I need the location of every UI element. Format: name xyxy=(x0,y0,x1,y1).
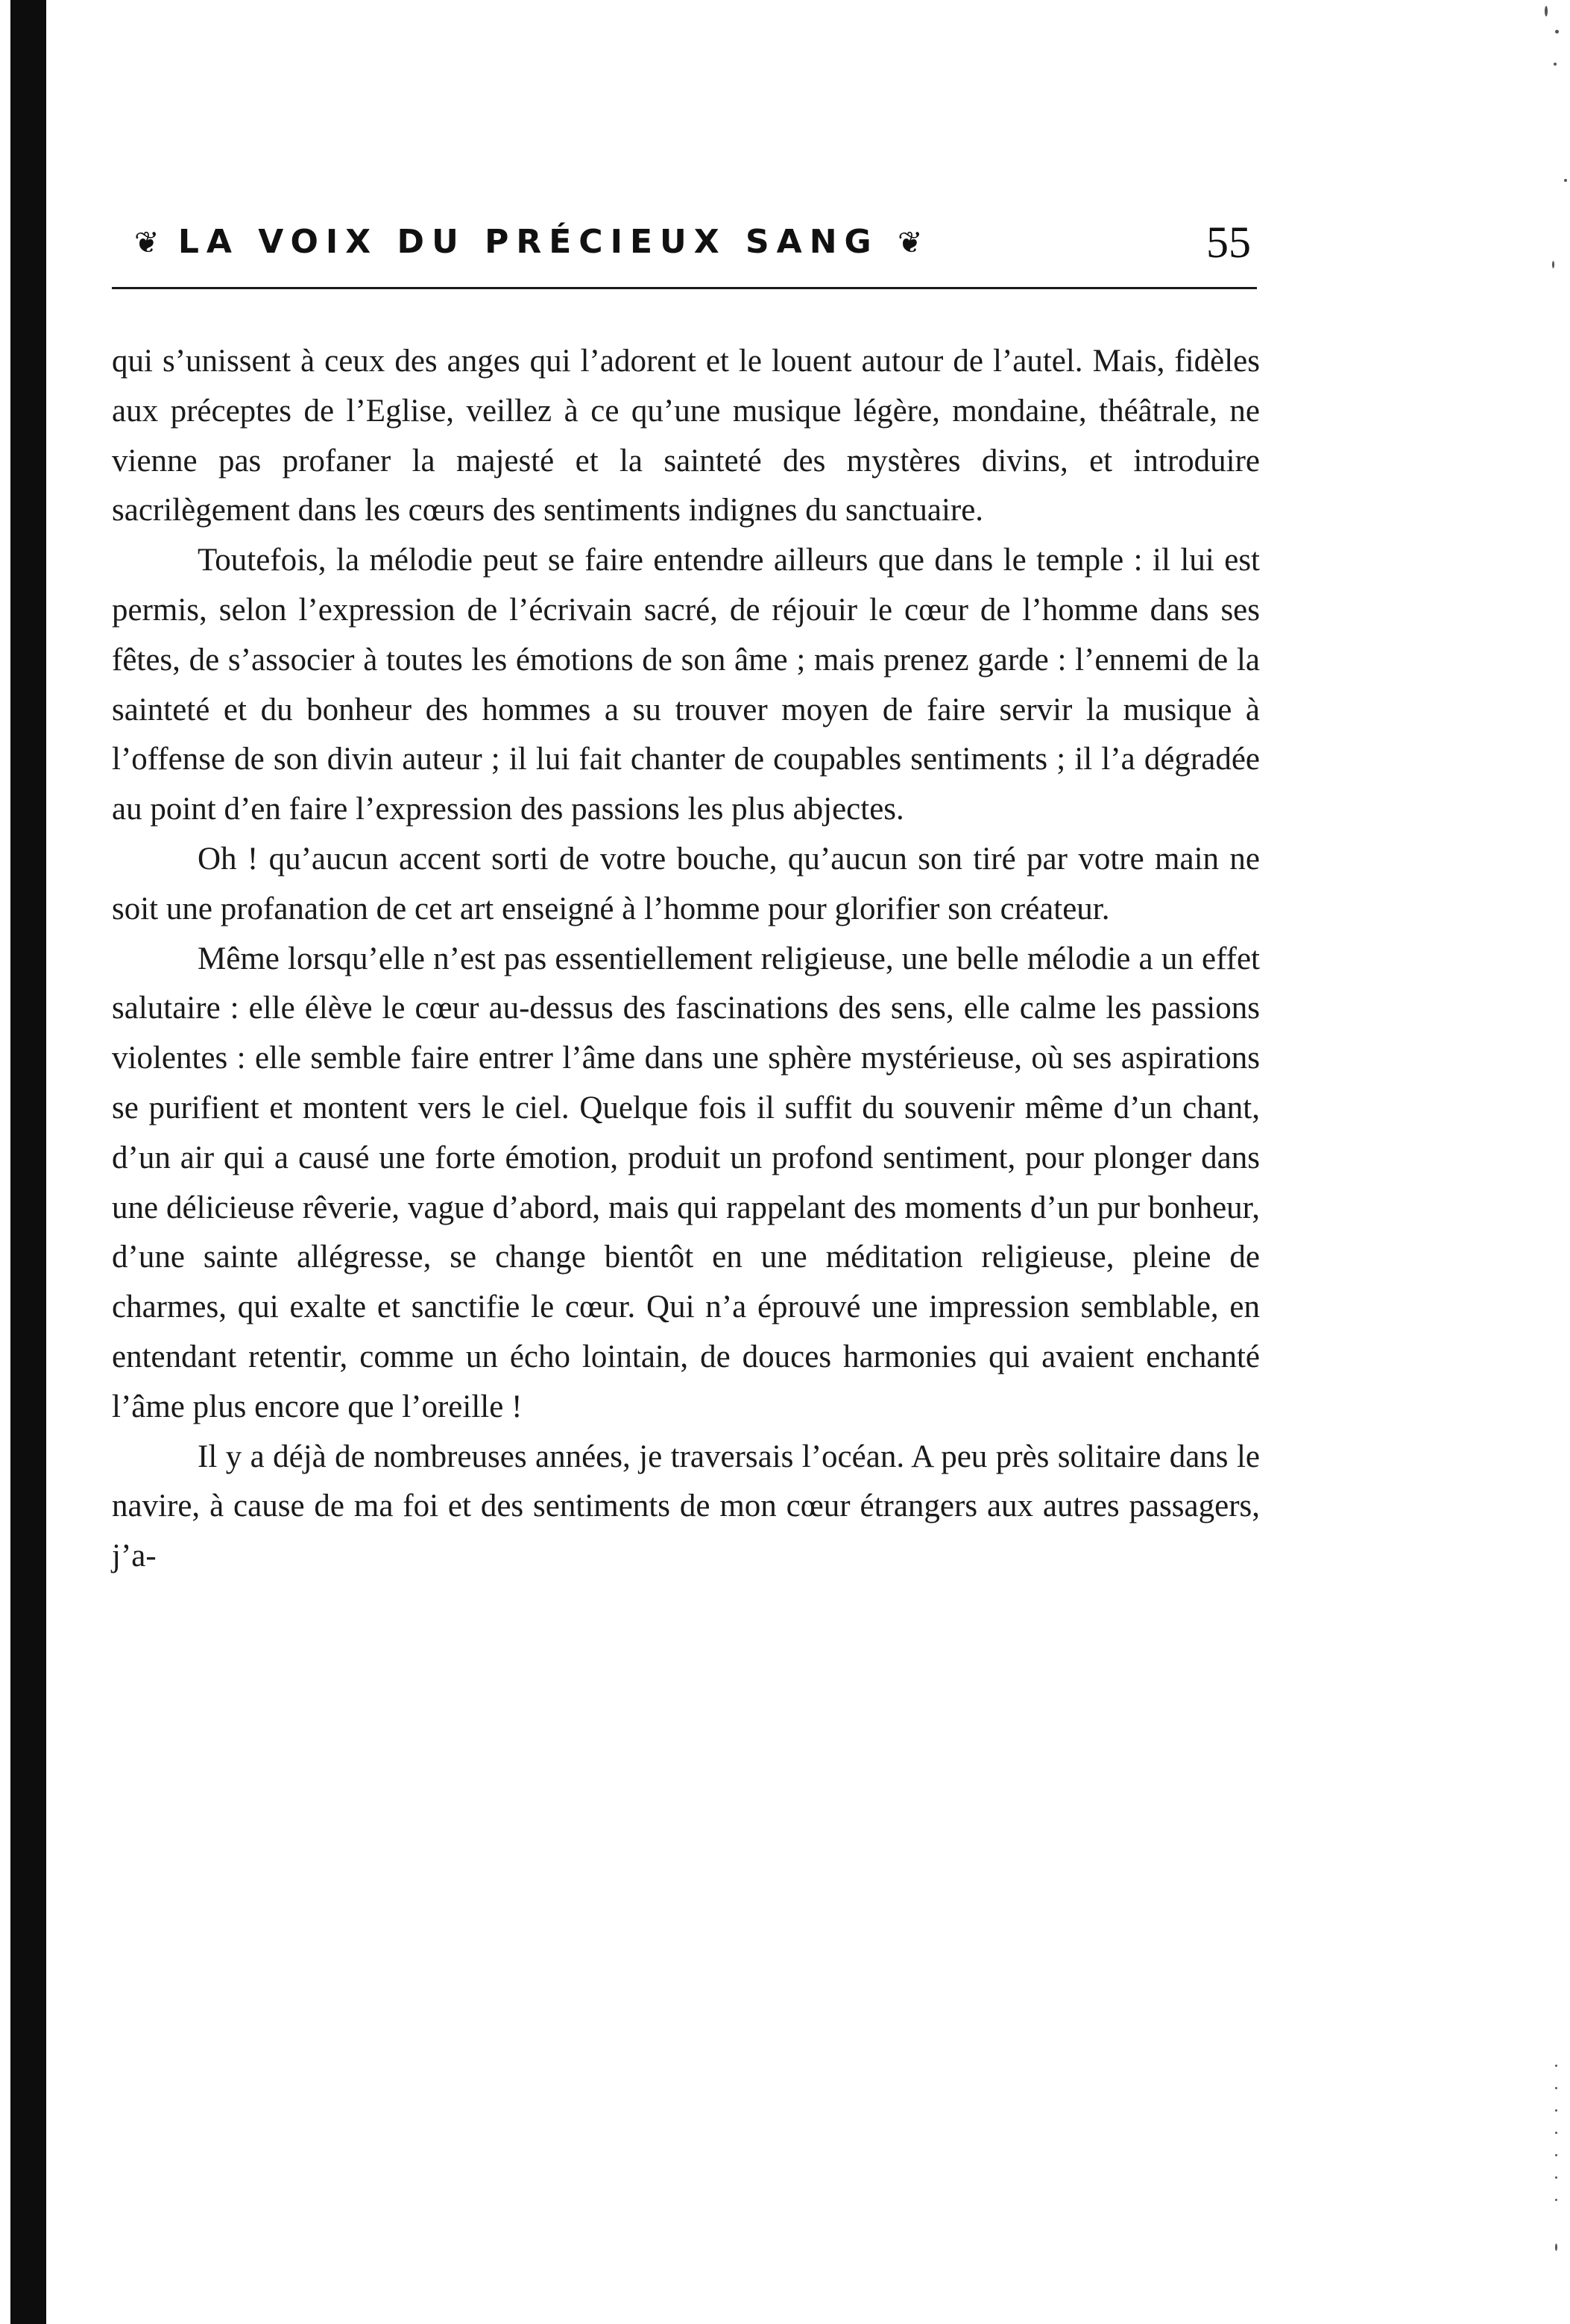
paragraph-1: qui s’unissent à ceux des anges qui l’adorent et le louent autour de l’autel. Mais, fidèles aux préceptes de l’Eglise, veillez à ce qu’une musique légère, mondaine, théâtrale, ne vienne pas profaner la majesté et la sainteté des mystères divins, et introduire sacrilègement dans les cœurs des sentiments indignes du sanctuaire. xyxy=(112,344,1260,528)
running-title-text: LA VOIX DU PRÉCIEUX SANG xyxy=(177,223,879,261)
header-rule xyxy=(112,287,1257,289)
running-title xyxy=(134,223,923,261)
speck xyxy=(1555,2176,1557,2179)
speck xyxy=(1564,179,1567,182)
margin-specks xyxy=(1525,0,1570,2324)
speck xyxy=(1555,2087,1557,2089)
speck xyxy=(1555,2154,1557,2156)
paragraph-2: Toutefois, la mélodie peut se faire entendre ailleurs que dans le temple : il lui est permis, selon l’expression de l’écrivain sacré, de réjouir le cœur de l’homme dans ses fêtes, de s’associer à toutes les émotions de son âme ; mais prenez garde : l’ennemi de la sainteté et du bonheur des hommes a su trouver moyen de faire servir la musique à l’offense de son divin auteur ; il lui fait chanter de coupables sentiments ; il l’a dégradée au point d’en faire l’expression des passions les plus abjectes. xyxy=(112,543,1260,827)
speck xyxy=(1554,63,1557,66)
paragraph-3: Oh ! qu’aucun accent sorti de votre bouche, qu’aucun son tiré par votre main ne soit une profanation de cet art enseigné à l’homme pour glorifier son créateur. xyxy=(112,841,1260,926)
paragraph-4: Même lorsqu’elle n’est pas essentiellement religieuse, une belle mélodie a un effet salutaire : elle élève le cœur au-dessus des fascinations des sens, elle calme les passions violentes : elle semble faire entrer l’âme dans une sphère mystérieuse, où ses aspirations se purifient et montent vers le ciel. Quelque fois il suffit du souvenir même d’un chant, d’un air qui a causé une forte émotion, produit un profond sentiment, pour plonger dans une délicieuse rêverie, vague d’abord, mais qui rappelant des moments d’un pur bonheur, d’une sainte allégresse, se change bientôt en une méditation religieuse, pleine de charmes, qui exalte et sanctifie le cœur. Qui n’a éprouvé une impression semblable, en entendant retentir, comme un écho lointain, de douces harmonies qui avaient enchanté l’âme plus encore que l’oreille ! xyxy=(112,941,1260,1424)
speck xyxy=(1555,2244,1557,2251)
ornament-right-icon: ❦ xyxy=(898,226,923,260)
speck xyxy=(1545,6,1548,16)
speck xyxy=(1555,2065,1557,2067)
binding-shadow xyxy=(10,0,46,2324)
paragraph-5: Il y a déjà de nombreuses années, je traversais l’océan. A peu près solitaire dans le navire, à cause de ma foi et des sentiments de mon cœur étrangers aux autres passagers, j’a- xyxy=(112,1439,1260,1574)
speck xyxy=(1552,261,1554,268)
speck xyxy=(1555,2132,1557,2134)
speck xyxy=(1555,2199,1557,2201)
body-text xyxy=(112,337,1260,1582)
speck xyxy=(1555,30,1559,34)
page-header xyxy=(112,212,1257,287)
page-number: 55 xyxy=(1206,218,1251,267)
ornament-left-icon: ❦ xyxy=(134,226,160,260)
speck xyxy=(1555,2109,1557,2112)
